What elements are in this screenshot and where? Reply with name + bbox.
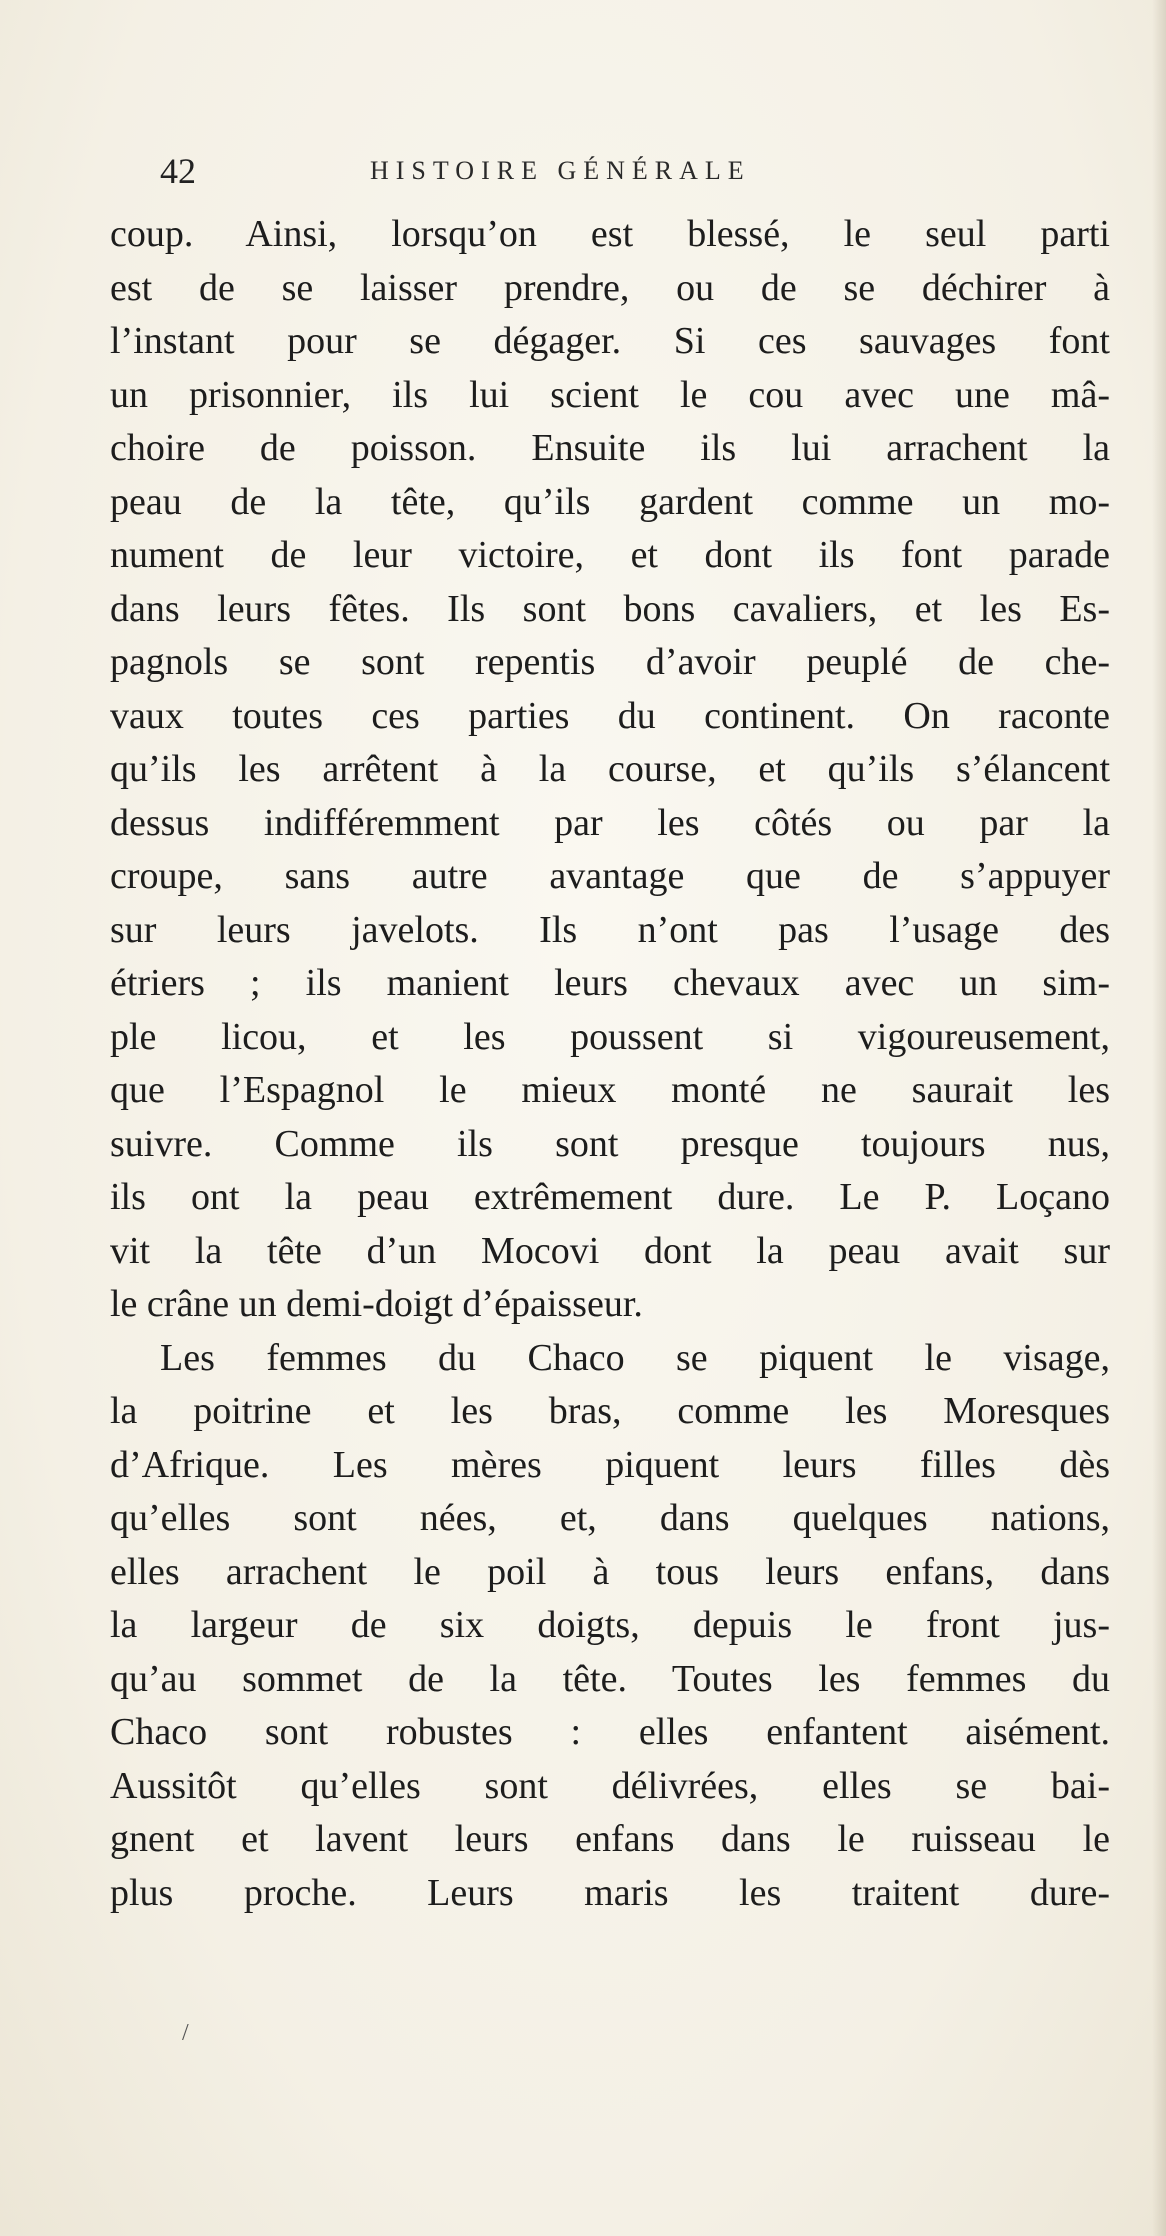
text-line: sur leurs javelots. Ils n’ont pas l’usage des	[110, 908, 1110, 951]
body-text	[110, 208, 1110, 1920]
text-line: vit la tête d’un Mocovi dont la peau avait sur	[110, 1229, 1110, 1272]
text-line: croupe, sans autre avantage que de s’appuyer	[110, 855, 1110, 897]
text-line: que l’Espagnol le mieux monté ne saurait les	[110, 1069, 1110, 1111]
text-line: elles arrachent le poil à tous leurs enfans, dans	[110, 1550, 1110, 1593]
text-line: pagnols se sont repentis d’avoir peuplé de che-	[110, 641, 1110, 683]
text-line: un prisonnier, ils lui scient le cou avec une mâ-	[110, 373, 1110, 416]
text-line: dessus indifféremment par les côtés ou par la	[110, 801, 1110, 844]
text-line: d’Afrique. Les mères piquent leurs filles dès	[110, 1443, 1110, 1486]
text-line: plus proche. Leurs maris les traitent dure-	[110, 1871, 1110, 1914]
paragraph-start-line: Les femmes du Chaco se piquent le visage,	[160, 1336, 1110, 1379]
page-number: 42	[160, 151, 196, 191]
page-edge-shadow	[1152, 0, 1166, 2236]
text-line: peau de la tête, qu’ils gardent comme un mo-	[110, 480, 1110, 523]
text-line: Aussitôt qu’elles sont délivrées, elles se bai-	[110, 1764, 1110, 1807]
text-line: gnent et lavent leurs enfans dans le ruisseau le	[110, 1818, 1110, 1860]
text-line: la poitrine et les bras, comme les Moresques	[110, 1390, 1110, 1432]
paragraph-end-line: le crâne un demi-doigt d’épaisseur.	[110, 1283, 643, 1325]
text-line: est de se laisser prendre, ou de se déchirer à	[110, 266, 1110, 309]
text-line: vaux toutes ces parties du continent. On raconte	[110, 694, 1110, 737]
text-line: suivre. Comme ils sont presque toujours nus,	[110, 1122, 1110, 1165]
running-head: HISTOIRE GÉNÉRALE	[370, 156, 751, 185]
text-line: qu’ils les arrêtent à la course, et qu’ils s’élancent	[110, 748, 1110, 790]
text-line: Chaco sont robustes : elles enfantent aisément.	[110, 1711, 1110, 1753]
text-line: ple licou, et les poussent si vigoureusement,	[110, 1015, 1110, 1058]
text-line: qu’au sommet de la tête. Toutes les femmes du	[110, 1657, 1110, 1700]
text-line: étriers ; ils manient leurs chevaux avec un sim-	[110, 962, 1110, 1004]
page-header	[160, 150, 1120, 194]
text-line: coup. Ainsi, lorsqu’on est blessé, le seul parti	[110, 213, 1110, 255]
text-line: qu’elles sont nées, et, dans quelques nations,	[110, 1497, 1110, 1539]
text-line: ils ont la peau extrêmement dure. Le P. Loçano	[110, 1176, 1110, 1218]
text-line: dans leurs fêtes. Ils sont bons cavaliers, et les Es-	[110, 587, 1110, 630]
text-line: nument de leur victoire, et dont ils font parade	[110, 534, 1110, 576]
text-line: l’instant pour se dégager. Si ces sauvages font	[110, 320, 1110, 362]
text-line: la largeur de six doigts, depuis le front jus-	[110, 1604, 1110, 1646]
stray-pencil-mark: /	[182, 2020, 189, 2046]
text-line: choire de poisson. Ensuite ils lui arrachent la	[110, 427, 1110, 469]
